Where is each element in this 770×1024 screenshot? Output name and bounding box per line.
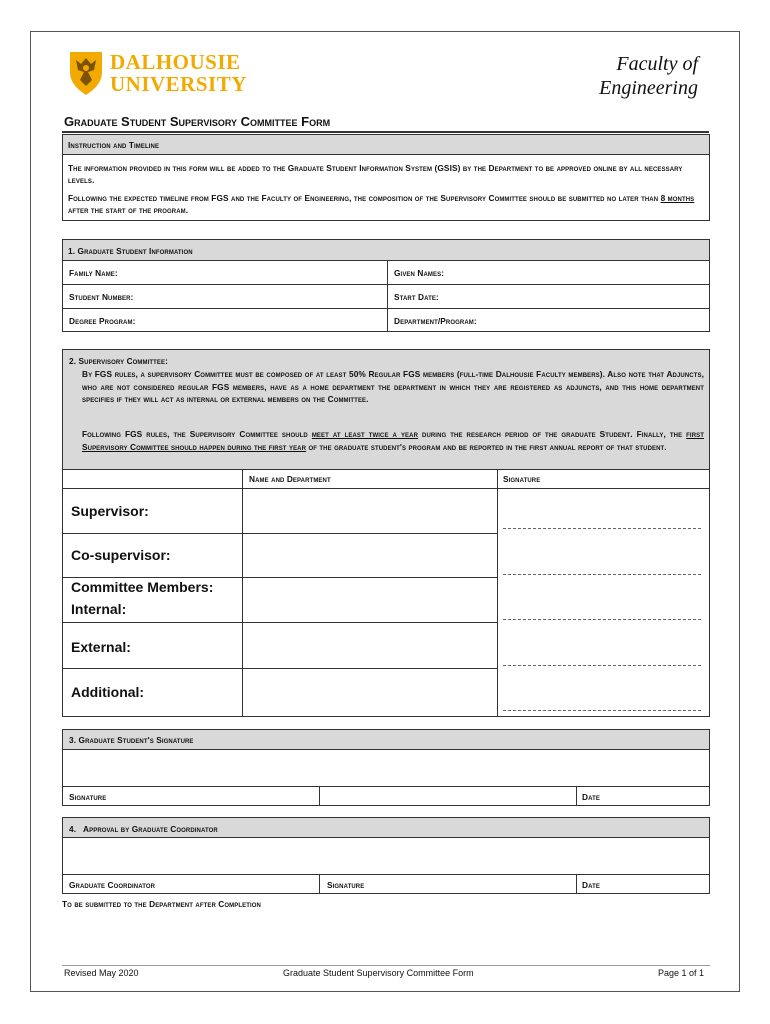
section2-heading: 2. Supervisory Committee: (69, 356, 168, 366)
faculty-line2: Engineering (599, 77, 698, 99)
name-field-co-supervisor[interactable] (244, 534, 496, 576)
signature-line-supervisor[interactable] (503, 528, 701, 529)
faculty-line1: Faculty of (616, 53, 698, 75)
footer-title: Graduate Student Supervisory Committee Form (283, 968, 474, 978)
col-signature: Signature (503, 474, 541, 484)
instructions-box (62, 134, 710, 221)
student-date-label: Date (582, 792, 600, 802)
title-rule (62, 131, 709, 133)
footer-revised: Revised May 2020 (64, 968, 139, 978)
department-program-label: Department/Program: (394, 316, 477, 326)
given-names-label: Given Names: (394, 268, 445, 278)
section2-para2: Following FGS rules, the Supervisory Committee should meet at least twice a year during the research period of the graduate Student. Finally, the first Supervisory Committee should happen during the first year of the graduate student's program and be reported in the first annual report of that student. (82, 429, 704, 452)
student-number-label: Student Number: (69, 292, 134, 302)
section3-box (62, 729, 710, 806)
signature-line-internal[interactable] (503, 619, 701, 620)
external-label: External: (71, 639, 131, 655)
shield-icon (68, 50, 104, 96)
section4-box (62, 817, 710, 894)
name-field-supervisor[interactable] (244, 489, 496, 532)
coordinator-date-label: Date (582, 880, 600, 890)
internal-label: Internal: (71, 601, 127, 617)
signature-line-co-supervisor[interactable] (503, 574, 701, 575)
dalhousie-logo (68, 50, 258, 98)
co-supervisor-label: Co-supervisor: (71, 547, 171, 563)
section2-para1: By FGS rules, a supervisory Committee must be composed of at least 50% Regular FGS members (full-time Dalhousie Faculty members). Also note that Adjuncts, who are not considered regular FGS members, have as a home department the department in which they are registered as adjuncts, and this home department specifies if they will act as internal or external members on the Committee. (82, 369, 704, 404)
logo-line1: DALHOUSIE (110, 50, 241, 74)
committee-members-label: Committee Members: (71, 579, 214, 595)
coordinator-signature-label: Signature (327, 880, 365, 890)
coordinator-signature-field[interactable] (64, 838, 708, 873)
form-title: Graduate Student Supervisory Committee Form (64, 114, 331, 129)
student-signature-label: Signature (69, 792, 107, 802)
name-field-external[interactable] (244, 623, 496, 667)
instructions-para2: Following the expected timeline from FGS and the Faculty of Engineering, the composition of the Supervisory Committee should be submitted no later than 8 months after the start of the program. (68, 193, 695, 215)
instructions-para1: The information provided in this form will be added to the Graduate Student Information System (GSIS) by the Department to be approved online by all necessary levels. (68, 163, 683, 185)
supervisor-label: Supervisor: (71, 503, 149, 519)
instructions-heading: Instruction and Timeline (68, 140, 160, 150)
signature-line-external[interactable] (503, 665, 701, 666)
name-field-additional[interactable] (244, 669, 496, 715)
footer-rule (62, 965, 710, 966)
degree-program-label: Degree Program: (69, 316, 136, 326)
section1-heading: 1. Graduate Student Information (68, 246, 193, 256)
name-field-internal[interactable] (244, 578, 496, 621)
section3-heading: 3. Graduate Student's Signature (69, 735, 194, 745)
submit-note: To be submitted to the Department after Completion (62, 899, 261, 909)
col-name-department: Name and Department (249, 474, 331, 484)
family-name-label: Family Name: (69, 268, 118, 278)
signature-line-additional[interactable] (503, 710, 701, 711)
section1-box (62, 239, 710, 332)
section2-box (62, 349, 710, 717)
student-signature-field[interactable] (64, 750, 708, 785)
start-date-label: Start Date: (394, 292, 439, 302)
additional-label: Additional: (71, 684, 145, 700)
footer-page: Page 1 of 1 (657, 968, 704, 978)
coordinator-label: Graduate Coordinator (69, 880, 156, 890)
section4-heading: 4. Approval by Graduate Coordinator (69, 824, 218, 834)
logo-line2: UNIVERSITY (110, 72, 247, 96)
